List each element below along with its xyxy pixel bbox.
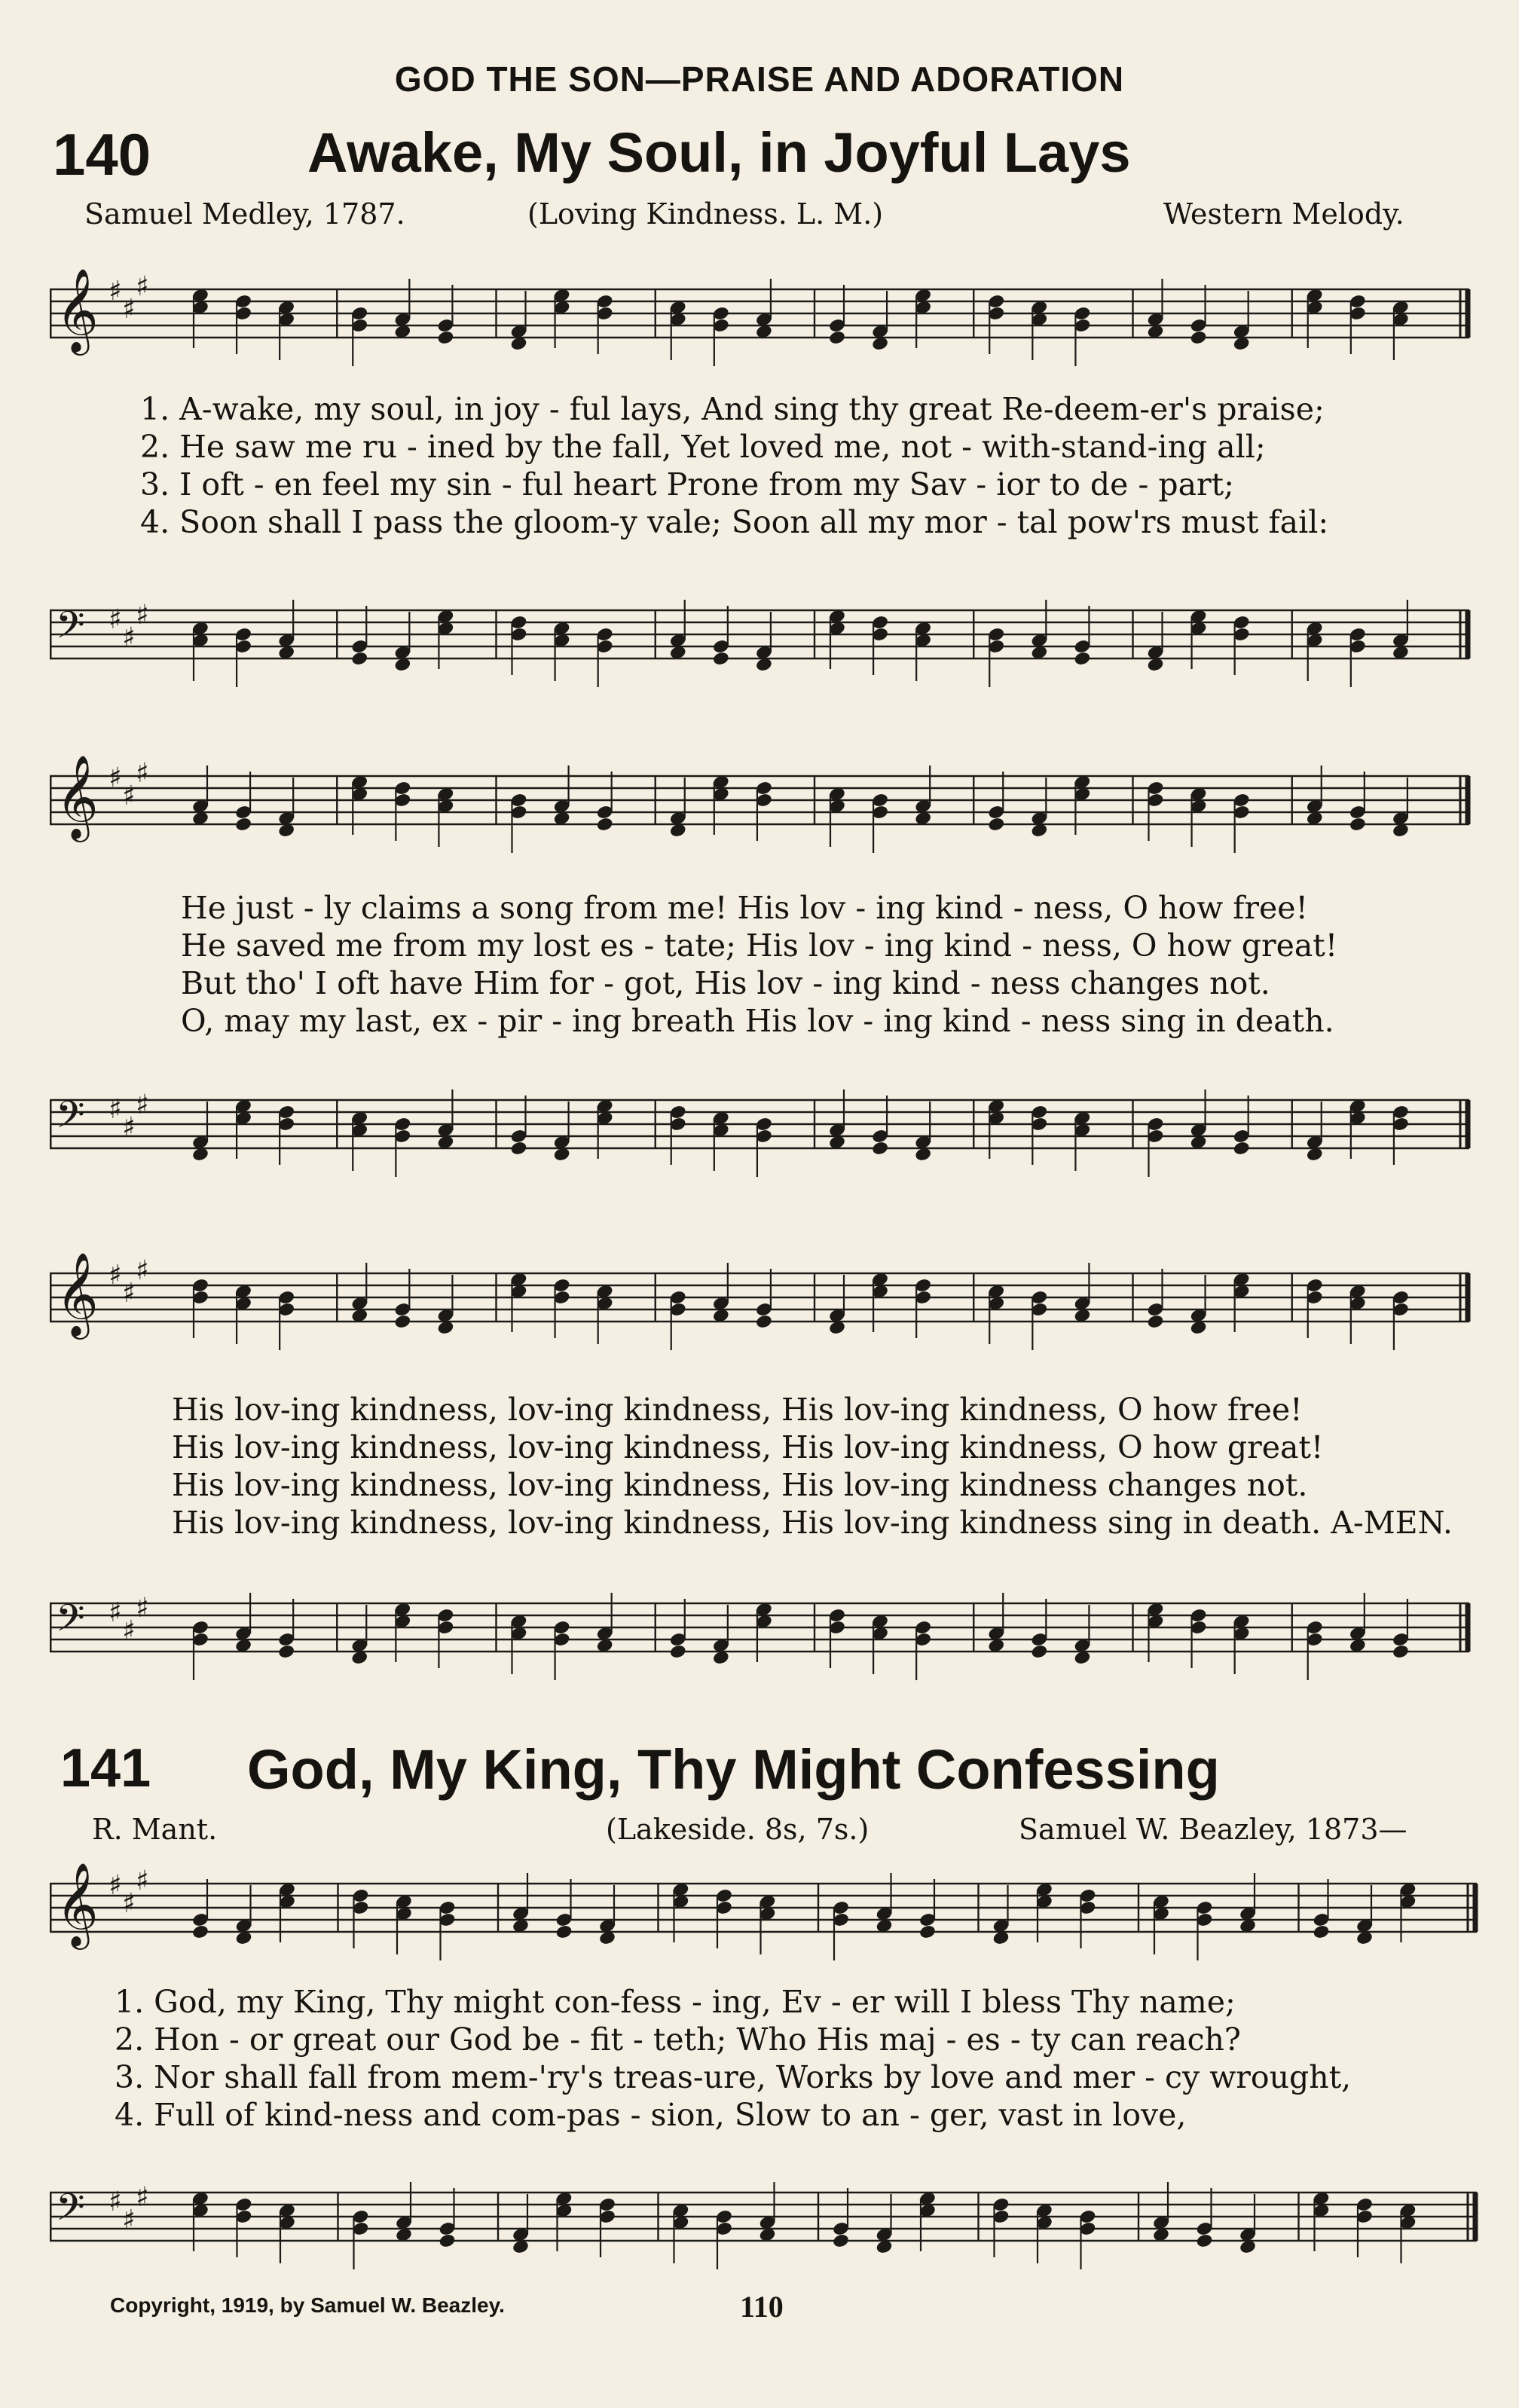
verse-line-4: His lov-ing kindness, lov-ing kindness, His lov-ing kindness sing in death. A-MEN.: [172, 1505, 1453, 1541]
svg-text:𝄢: 𝄢: [56, 1597, 85, 1649]
hymn-author: Samuel Medley, 1787.: [84, 197, 405, 231]
svg-text:♯: ♯: [136, 1255, 149, 1286]
svg-text:♯: ♯: [136, 1593, 149, 1624]
svg-text:♯: ♯: [136, 1089, 149, 1120]
verse-line-1: 1. God, my King, Thy might con-fess - ing, Ev - er will I bless Thy name;: [115, 1984, 1236, 2020]
svg-text:♯: ♯: [136, 600, 149, 631]
page-number: 110: [740, 2290, 784, 2324]
bass-staff: [50, 1573, 1474, 1701]
svg-text:♯: ♯: [122, 1615, 136, 1646]
hymn-title: Awake, My Soul, in Joyful Lays: [307, 121, 1131, 184]
bass-staff: [50, 580, 1474, 708]
svg-text:♯: ♯: [122, 294, 136, 325]
svg-text:𝄞: 𝄞: [56, 267, 99, 352]
verse-line-4: O, may my last, ex - pir - ing breath His lov - ing kind - ness sing in death.: [181, 1003, 1334, 1039]
treble-staff: [50, 1861, 1481, 1966]
svg-text:♯: ♯: [136, 2182, 149, 2213]
verse-line-2: 2. Hon - or great our God be - fit - teth; Who His maj - es - ty can reach?: [115, 2021, 1241, 2058]
hymn-author: R. Mant.: [92, 1813, 218, 1846]
svg-text:♯: ♯: [136, 1866, 149, 1896]
svg-text:♯: ♯: [122, 1888, 136, 1919]
svg-text:♯: ♯: [122, 781, 136, 811]
verse-line-3: But tho' I oft have Him for - got, His lov - ing kind - ness changes not.: [181, 965, 1270, 1001]
svg-text:♯: ♯: [108, 276, 122, 307]
verse-line-4: 4. Soon shall I pass the gloom-y vale; Soon all my mor - tal pow'rs must fail:: [140, 504, 1329, 540]
verse-line-2: He saved me from my lost es - tate; His lov - ing kind - ness, O how great!: [181, 927, 1338, 964]
verse-line-2: 2. He saw me ru - ined by the fall, Yet loved me, not - with-stand-ing all;: [140, 429, 1266, 465]
tune-name: (Lakeside. 8s, 7s.): [606, 1813, 870, 1846]
bass-staff: [50, 1070, 1474, 1198]
svg-text:𝄞: 𝄞: [56, 754, 99, 839]
hymn-composer: Samuel W. Beazley, 1873—: [1019, 1813, 1407, 1846]
verse-line-3: 3. Nor shall fall from mem-'ry's treas-ure, Works by love and mer - cy wrought,: [115, 2059, 1352, 2095]
copyright-notice: Copyright, 1919, by Samuel W. Beazley.: [110, 2293, 505, 2317]
svg-text:♯: ♯: [108, 2186, 122, 2217]
svg-text:♯: ♯: [122, 1112, 136, 1143]
svg-text:♯: ♯: [136, 271, 149, 302]
section-heading: GOD THE SON—PRAISE AND ADORATION: [394, 60, 1125, 99]
hymn-composer: Western Melody.: [1163, 197, 1404, 231]
verse-line-1: He just - ly claims a song from me! His lov - ing kind - ness, O how free!: [181, 890, 1308, 926]
verse-line-3: His lov-ing kindness, lov-ing kindness, His lov-ing kindness changes not.: [172, 1467, 1308, 1503]
svg-text:♯: ♯: [136, 758, 149, 789]
hymn-number: 140: [53, 121, 151, 188]
svg-text:♯: ♯: [108, 604, 122, 635]
hymn-number: 141: [60, 1738, 151, 1798]
treble-staff: [50, 267, 1474, 372]
svg-text:𝄞: 𝄞: [56, 1251, 99, 1336]
svg-text:𝄢: 𝄢: [56, 604, 85, 656]
svg-text:♯: ♯: [122, 622, 136, 653]
tune-name: (Loving Kindness. L. M.): [527, 197, 884, 231]
bass-staff: [50, 2162, 1481, 2290]
verse-line-3: 3. I oft - en feel my sin - ful heart Prone from my Sav - ior to de - part;: [140, 466, 1234, 503]
treble-staff: [50, 753, 1474, 859]
svg-text:𝄢: 𝄢: [56, 2186, 85, 2238]
svg-text:♯: ♯: [108, 762, 122, 793]
svg-text:♯: ♯: [108, 1870, 122, 1901]
svg-text:♯: ♯: [108, 1094, 122, 1125]
hymn-title: God, My King, Thy Might Confessing: [247, 1738, 1220, 1801]
svg-text:𝄢: 𝄢: [56, 1093, 85, 1146]
svg-text:𝄞: 𝄞: [56, 1862, 99, 1946]
verse-line-2: His lov-ing kindness, lov-ing kindness, His lov-ing kindness, O how great!: [172, 1429, 1324, 1465]
verse-line-1: His lov-ing kindness, lov-ing kindness, His lov-ing kindness, O how free!: [172, 1392, 1303, 1428]
verse-line-4: 4. Full of kind-ness and com-pas - sion, Slow to an - ger, vast in love,: [115, 2097, 1187, 2133]
svg-text:♯: ♯: [122, 1278, 136, 1309]
svg-text:♯: ♯: [122, 2205, 136, 2235]
verse-line-1: 1. A-wake, my soul, in joy - ful lays, And sing thy great Re-deem-er's praise;: [140, 391, 1325, 427]
treble-staff: [50, 1251, 1474, 1356]
svg-text:♯: ♯: [108, 1597, 122, 1628]
svg-text:♯: ♯: [108, 1260, 122, 1291]
